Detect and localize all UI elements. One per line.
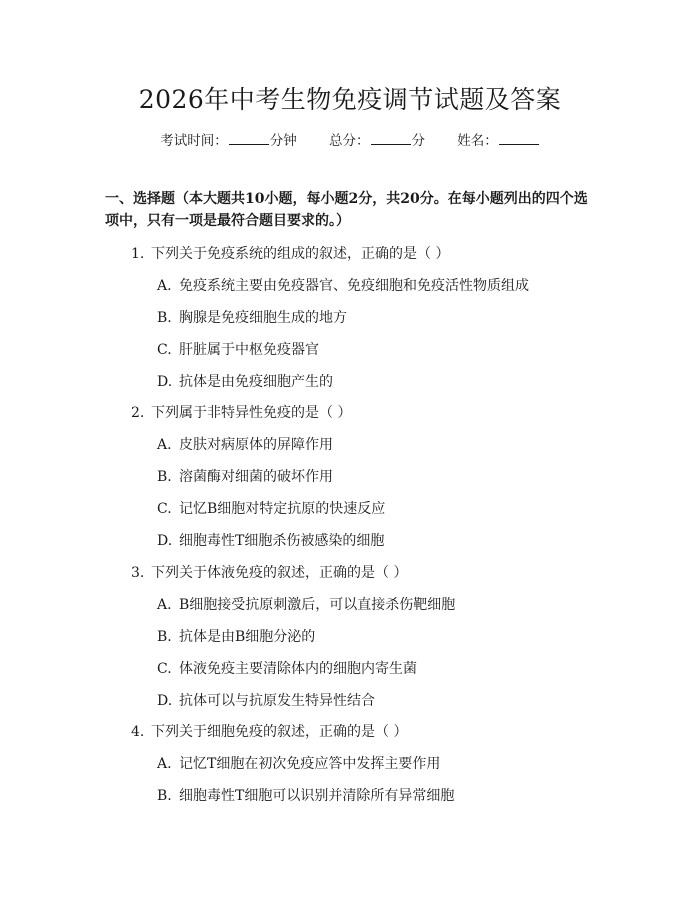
name-blank (499, 131, 539, 145)
question-text: 下列关于免疫系统的组成的叙述，正确的是（ ） (151, 246, 450, 262)
question-number: 2. (131, 405, 145, 421)
option-text: 细胞毒性T细胞可以识别并清除所有异常细胞 (179, 788, 455, 804)
page-title: 2026年中考生物免疫调节试题及答案 (138, 85, 562, 114)
question-3 (131, 563, 407, 583)
option-text: 抗体是由B细胞分泌的 (179, 629, 316, 645)
option-text: 肝脏属于中枢免疫器官 (179, 342, 319, 358)
total-score-label: 总分： (329, 133, 370, 149)
option-text: 抗体是由免疫细胞产生的 (179, 374, 333, 390)
option-text: 胸腺是免疫细胞生成的地方 (179, 310, 347, 326)
option-text: 记忆B细胞对特定抗原的快速反应 (179, 501, 386, 517)
question-text: 下列关于体液免疫的叙述，正确的是（ ） (151, 565, 408, 581)
exam-time-blank (229, 131, 269, 145)
option-letter: A. (157, 756, 172, 772)
question-number: 3. (131, 565, 145, 581)
option-text: 溶菌酶对细菌的破坏作用 (179, 469, 333, 485)
option-letter: A. (157, 597, 172, 613)
option-4b (157, 786, 454, 806)
option-letter: C. (157, 342, 172, 358)
option-3a (157, 595, 455, 615)
question-1 (131, 244, 449, 264)
option-text: 细胞毒性T细胞杀伤被感染的细胞 (179, 533, 385, 549)
option-letter: D. (157, 374, 173, 390)
option-text: 记忆T细胞在初次免疫应答中发挥主要作用 (179, 756, 441, 772)
option-letter: B. (157, 629, 172, 645)
option-text: 体液免疫主要清除体内的细胞内寄生菌 (179, 661, 417, 677)
option-letter: B. (157, 310, 172, 326)
option-2d (157, 531, 384, 551)
exam-time-unit: 分钟 (269, 133, 297, 149)
option-3d (157, 691, 375, 711)
option-text: 皮肤对病原体的屏障作用 (179, 437, 333, 453)
option-letter: C. (157, 501, 172, 517)
option-2b (157, 467, 333, 487)
option-letter: D. (157, 693, 173, 709)
option-3b (157, 627, 315, 647)
question-number: 4. (131, 724, 145, 740)
question-4 (131, 722, 407, 742)
total-score-unit: 分 (411, 133, 425, 149)
exam-time-label: 考试时间： (160, 133, 228, 149)
option-1c (157, 340, 319, 360)
option-1b (157, 308, 347, 328)
name-field (457, 133, 540, 149)
exam-info-line (0, 131, 700, 151)
name-label: 姓名： (457, 133, 498, 149)
question-text: 下列属于非特异性免疫的是（ ） (151, 405, 352, 421)
question-2 (131, 403, 351, 423)
option-letter: B. (157, 788, 172, 804)
total-score-blank (371, 131, 411, 145)
option-3c (157, 659, 417, 679)
option-letter: A. (157, 278, 172, 294)
option-letter: A. (157, 437, 172, 453)
question-number: 1. (131, 246, 145, 262)
option-text: B细胞接受抗原刺激后，可以直接杀伤靶细胞 (179, 597, 456, 613)
option-text: 免疫系统主要由免疫器官、免疫细胞和免疫活性物质组成 (179, 278, 529, 294)
option-letter: D. (157, 533, 173, 549)
section-heading: 一、选择题（本大题共10小题，每小题2分，共20分。在每小题列出的四个选项中，只有一项是最符合题目要求的。） (105, 191, 588, 229)
option-letter: C. (157, 661, 172, 677)
total-score-field (329, 133, 425, 149)
option-4a (157, 754, 440, 774)
option-2a (157, 435, 333, 455)
option-text: 抗体可以与抗原发生特异性结合 (179, 693, 375, 709)
option-1a (157, 276, 529, 296)
option-2c (157, 499, 385, 519)
exam-time-field (160, 133, 297, 149)
question-text: 下列关于细胞免疫的叙述，正确的是（ ） (151, 724, 408, 740)
option-1d (157, 372, 333, 392)
option-letter: B. (157, 469, 172, 485)
